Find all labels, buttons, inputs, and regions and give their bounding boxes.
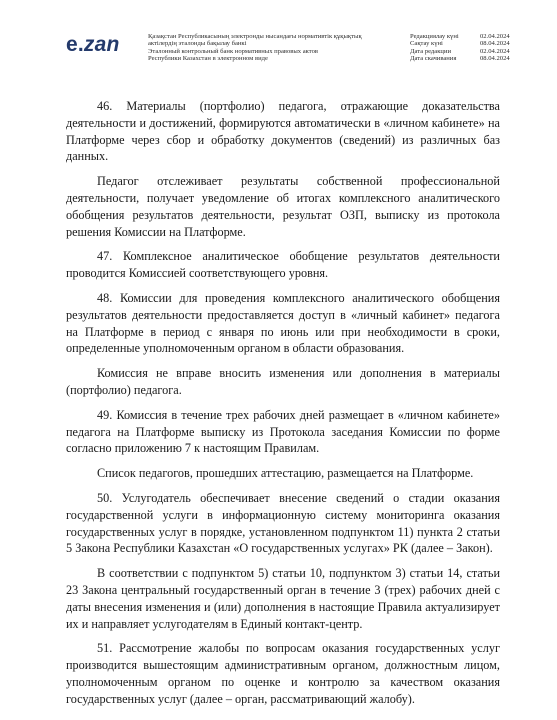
ezan-logo bbox=[66, 34, 120, 56]
paragraph: В соответствии с подпунктом 5) статьи 10, подпунктом 3) статьи 14, статьи 23 Закона центральный государственный орган в течение 3 (трех) рабочих дней с даты внесения изменения и (или) дополнения в настоящие Правила актуализирует их и направляет услугодателям в Единый контакт-центр. bbox=[66, 566, 500, 631]
date-value: 08.04.2024 bbox=[480, 40, 510, 48]
date-row bbox=[410, 33, 530, 40]
paragraph: Список педагогов, прошедших аттестацию, размещается на Платформе. bbox=[97, 466, 474, 481]
date-row bbox=[410, 55, 530, 62]
date-row bbox=[410, 48, 530, 55]
logo-main: e. bbox=[66, 33, 84, 56]
header-line: Қазақстан Республикасының электронды нысандағы нормативтік құқықтық bbox=[148, 33, 362, 40]
document-header bbox=[0, 0, 557, 80]
date-label: Редакциялау күні bbox=[410, 33, 459, 40]
paragraph: 48. Комиссии для проведения комплексного аналитического обобщения результатов деятельности предоставляется доступ в «личный кабинет» педагога на Платформе в период с января по июнь или при необходимости в сроки, определенные уполномоченным органом в области образования. bbox=[66, 290, 500, 356]
date-label: Дата редакции bbox=[410, 47, 451, 55]
date-label: Дата скачивания bbox=[410, 54, 457, 62]
paragraph: 47. Комплексное аналитическое обобщение результатов деятельности проводится Комиссией соответствующего уровня. bbox=[66, 249, 500, 281]
date-value: 08.04.2024 bbox=[480, 54, 510, 62]
logo-sub: zan bbox=[83, 33, 120, 56]
paragraph: 50. Услугодатель обеспечивает внесение сведений о стадии оказания государственной услуги в информационную систему мониторинга оказания государственных услуг в порядке, установленном подпунктом 11) пункта 2 статьи 5 Закона Республики Казахстан «О государственных услугах» РК (далее – Закон). bbox=[66, 490, 500, 556]
paragraph: Педагог отслеживает результаты собственной профессиональной деятельности, получает уведомление об итогах комплексного аналитического обобщения результатов деятельности, результат ОЗП, выписку из протокола решения Комиссии на Платформе. bbox=[66, 174, 500, 239]
paragraph: 49. Комиссия в течение трех рабочих дней размещает в «личном кабинете» педагога на Платформе выписку из Протокола заседания Комиссии по форме согласно приложению 7 к настоящим Правилам. bbox=[66, 407, 500, 456]
header-dates-table bbox=[410, 33, 530, 62]
header-line: Республики Казахстан в электронном виде bbox=[148, 54, 268, 62]
date-row bbox=[410, 40, 530, 47]
date-label: Сақтау күні bbox=[410, 40, 443, 48]
paragraph: 51. Рассмотрение жалобы по вопросам оказания государственных услуг производится вышестоящим административным органом, должностным лицом, уполномоченным органом по оценке и контролю за качеством оказания государственных услуг (далее – орган, рассматривающий жалобу). bbox=[66, 641, 500, 706]
paragraph: Комиссия не вправе вносить изменения или дополнения в материалы (портфолио) педагога. bbox=[66, 366, 500, 397]
header-bank-title bbox=[148, 33, 398, 62]
header-line: актілердің эталонды бақылау банкі bbox=[148, 40, 247, 48]
document-body bbox=[66, 98, 500, 716]
paragraph: 46. Материалы (портфолио) педагога, отражающие доказательства деятельности и достижений, формируются автоматически в «личном кабинете» на Платформе через сбор и обработку документов (сведений) из различных баз данных. bbox=[66, 99, 500, 164]
date-value: 02.04.2024 bbox=[480, 33, 510, 40]
header-line: Эталонный контрольный банк нормативных правовых актов bbox=[148, 47, 318, 55]
date-value: 02.04.2024 bbox=[480, 47, 510, 55]
